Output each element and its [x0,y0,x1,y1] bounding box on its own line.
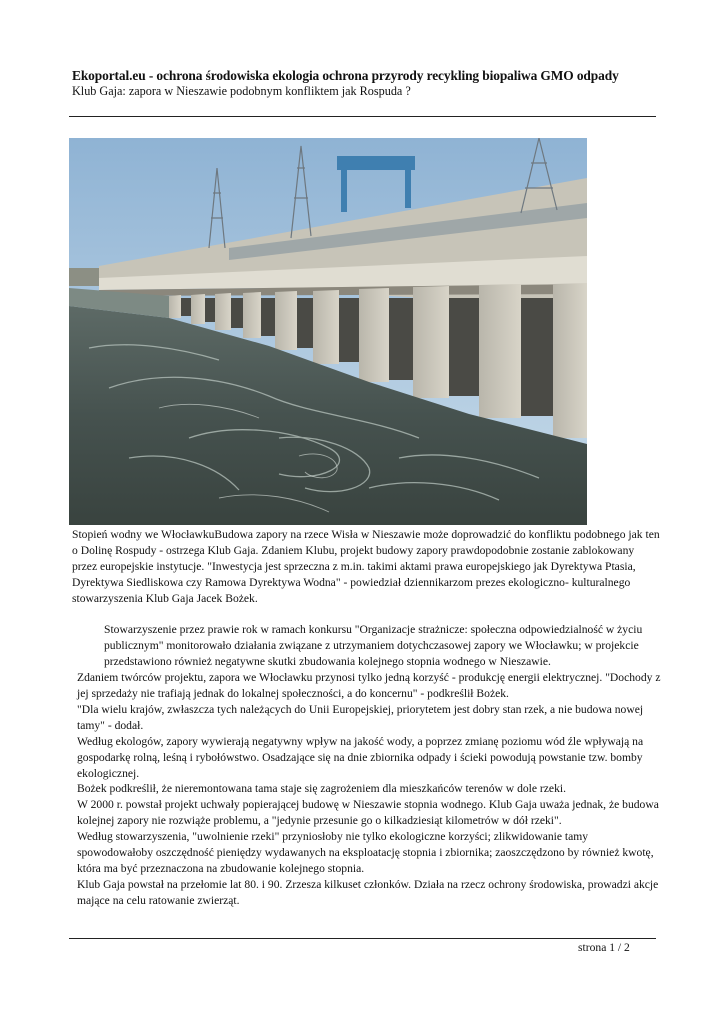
header-divider [69,116,656,117]
site-title: Ekoportal.eu - ochrona środowiska ekologia ochrona przyrody recykling biopaliwa GMO odpady [72,68,619,83]
dam-photo [69,138,587,525]
page-number: strona 1 / 2 [578,941,630,954]
article-paragraph: "Dla wielu krajów, zwłaszcza tych należących do Unii Europejskiej, priorytetem jest dobry stan rzek, a nie budowa nowej tamy" - dodał. [77,702,644,732]
article-paragraph: Klub Gaja powstał na przełomie lat 80. i 90. Zrzesza kilkuset członków. Działa na rzecz ochrony środowiska, prowadzi akcje mające na celu ratowanie zwierząt. [77,877,659,907]
article-paragraph: Stopień wodny we WłocławkuBudowa zapory na rzece Wisła w Nieszawie może doprowadzić do konfliktu podobnego jak ten o Dolinę Rospudy - ostrzega Klub Gaja. Zdaniem Klubu, projekt budowy zapory prawdopodobnie zostanie zablokowany przez europejskie instytucje. "Inwestycja jest sprzeczna z m.in. takimi aktami prawa europejskiego jak Dyrektywa Ptasia, Dyrektywa Siedliskowa czy Ramowa Dyrektywa Wodna" - powiedział dziennikarzom prezes ekologiczno- kulturalnego stowarzyszenia Klub Gaja Jacek Bożek. [72,528,660,605]
footer-divider [69,938,656,939]
article-paragraph: Według ekologów, zapory wywierają negatywny wpływ na jakość wody, a poprzez zmianę poziomu wód źle wpływają na gospodarkę rolną, leśną i rybołówstwo. Osadzające się na dnie zbiornika odpady i ścieki powodują powstanie tzw. bomby ekologicznej. [77,734,644,780]
article-paragraph: Bożek podkreślił, że nieremontowana tama staje się zagrożeniem dla mieszkańców terenów w dole rzeki. [77,782,566,796]
article-paragraph: Zdaniem twórców projektu, zapora we Włocławku przynosi tylko jedną korzyść - produkcję energii elektrycznej. "Dochody z jej sprzedaży nie trafiają jednak do lokalnej społeczności, a do koncernu" - podkreślił Bożek. [77,671,661,701]
article-body [72,527,662,909]
article-title: Klub Gaja: zapora w Nieszawie podobnym konfliktem jak Rospuda ? [72,84,411,98]
article-paragraph: W 2000 r. powstał projekt uchwały popierającej budowę w Nieszawie stopnia wodnego. Klub Gaja uważa jednak, że budowa kolejnej zapory nie rozwiąże problemu, a "jedynie przesunie go o kilkadziesiąt kilometrów w dół rzeki". [77,798,659,828]
article-paragraph: Stowarzyszenie przez prawie rok w ramach konkursu "Organizacje strażnicze: społeczna odpowiedzialność w życiu publicznym" monitorowało działania związane z utrzymaniem dotychczasowej zapory we Włocławku; w projekcie przedstawiono również negatywne skutki zbudowania kolejnego stopnia wodnego w Nieszawie. [104,623,643,669]
article-paragraph: Według stowarzyszenia, "uwolnienie rzeki" przyniosłoby nie tylko ekologiczne korzyści; zlikwidowanie tamy spowodowałoby oszczędność pieniędzy wydawanych na eksploatację stopnia i zbiornika; zaoszczędzono by również kwotę, która ma być przeznaczona na zbudowanie kolejnego stopnia. [77,830,654,876]
